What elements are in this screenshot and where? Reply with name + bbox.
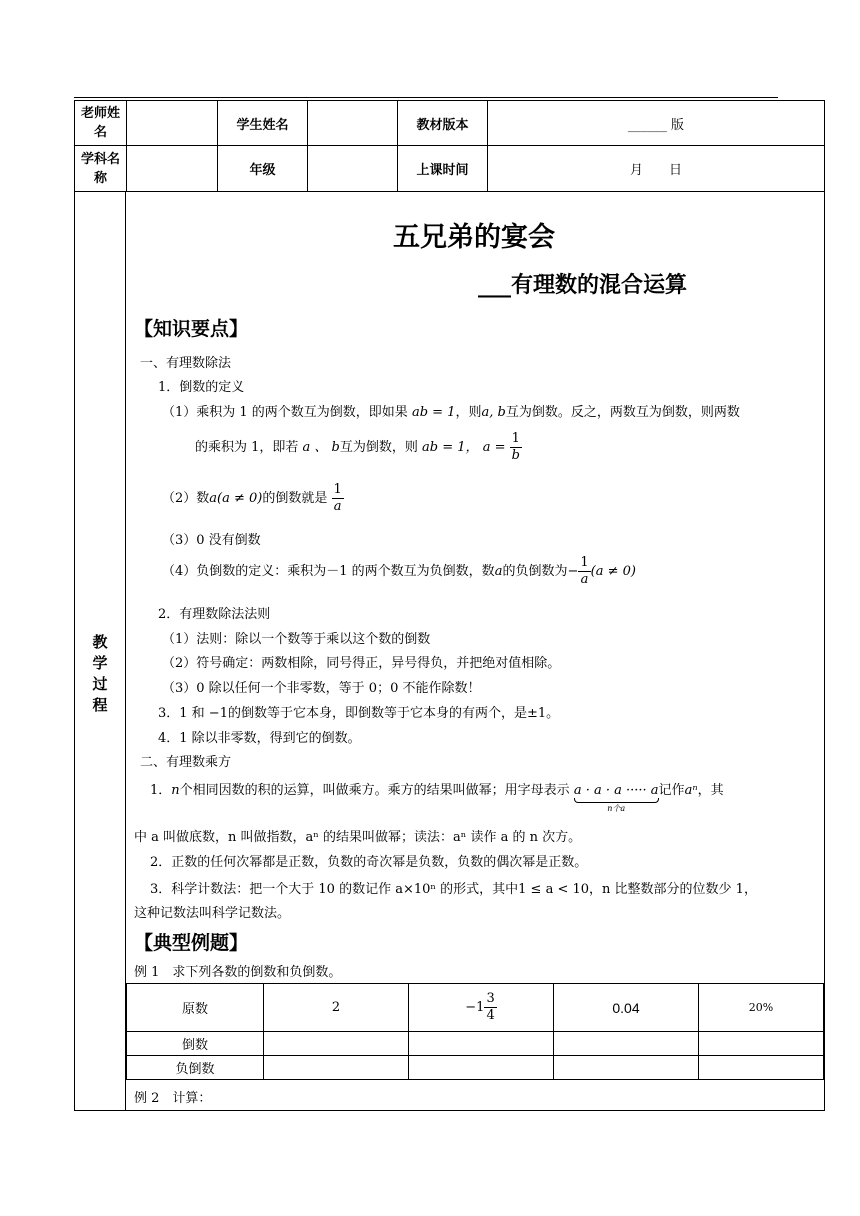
math-minus: −	[567, 564, 579, 579]
frac-num: 1	[510, 431, 522, 448]
line-3a: （1）乘积为 1 的两个数互为倒数，即如果	[162, 405, 408, 420]
cell[interactable]	[264, 1032, 409, 1056]
subject-label	[75, 146, 127, 192]
side-label	[84, 632, 116, 716]
math-a-eq: a =	[482, 440, 506, 455]
value-2: 2	[264, 984, 409, 1032]
teacher-label-text: 老师姓名	[80, 106, 120, 140]
cell[interactable]	[554, 1032, 699, 1056]
line-15c: 记作	[658, 783, 685, 798]
fraction-neg	[578, 555, 590, 588]
math-n: n	[171, 783, 180, 798]
grade-label: 年级	[218, 146, 308, 192]
line-4b: 互为倒数，则	[339, 440, 418, 455]
line-8: 2．有理数除法法则	[158, 607, 271, 622]
math-ab-pair: a, b	[481, 405, 506, 420]
math-neq0: (a ≠ 0)	[590, 564, 636, 579]
line-16: 中 a 叫做底数，n 叫做指数，aⁿ 的结果叫做幂；读法：aⁿ 读作 a 的 n 次方。	[134, 830, 582, 845]
line-5	[162, 482, 344, 515]
math-a-neq: a(a ≠ 0)	[209, 491, 263, 506]
header-table	[74, 100, 825, 192]
line-7a: （4）负倒数的定义：乘积为－1 的两个数互为负倒数，数	[162, 564, 495, 579]
cell[interactable]	[409, 1032, 554, 1056]
page-subtitle: ___有理数的混合运算	[478, 273, 688, 298]
line-1: 一、有理数除法	[140, 356, 232, 371]
math-product: a · a · a ····· a	[573, 783, 659, 798]
time-value[interactable]: 月 日	[488, 146, 825, 192]
math-an: aⁿ	[684, 783, 698, 798]
student-label: 学生姓名	[218, 101, 308, 146]
frac-num: 1	[580, 555, 589, 570]
cell[interactable]	[699, 1032, 824, 1056]
fraction-1-over-a	[332, 482, 344, 515]
math-a-b: a 、 b	[302, 440, 340, 455]
line-9: （1）法则：除以一个数等于乘以这个数的倒数	[162, 632, 431, 647]
line-10: （2）符号确定：两数相除，同号得正，异号得负，并把绝对值相除。	[162, 656, 561, 671]
line-7b: 的负倒数为	[502, 564, 568, 579]
mixed-num: 3	[486, 991, 495, 1006]
example-2-title: 例 2 计算：	[134, 1091, 212, 1106]
section-examples: 【典型例题】	[134, 932, 249, 954]
right-border	[824, 191, 825, 1111]
line-2: 1．倒数的定义	[158, 380, 245, 395]
line-12: 3．1 和 −1的倒数等于它本身，即倒数等于它本身的有两个，是±1。	[158, 706, 560, 721]
line-5a: （2）数	[162, 491, 210, 506]
math-ab1: ab = 1	[411, 405, 456, 420]
label-neg-reciprocal: 负倒数	[127, 1056, 264, 1080]
line-11: （3）0 除以任何一个非零数，等于 0；0 不能作除数！	[162, 681, 481, 696]
line-14: 二、有理数乘方	[140, 755, 232, 770]
math-ab2: ab = 1，	[422, 440, 479, 455]
top-rule	[74, 97, 778, 98]
subject-value[interactable]	[127, 146, 218, 192]
cell[interactable]	[409, 1056, 554, 1080]
line-3b: ，则	[455, 405, 482, 420]
frac-den: a	[333, 499, 342, 514]
textbook-value[interactable]: ______ 版	[488, 101, 825, 146]
page-title: 五兄弟的宴会	[393, 222, 555, 253]
time-label: 上课时间	[398, 146, 488, 192]
line-3	[162, 401, 740, 420]
subject-label-text: 学科名称	[80, 151, 120, 186]
mixed-fraction	[484, 991, 496, 1024]
math-a: a	[494, 564, 503, 579]
value-mixed	[409, 984, 554, 1032]
line-6: （3）0 没有倒数	[162, 533, 261, 548]
example-table	[126, 983, 824, 1080]
line-15d: ，其	[697, 783, 724, 798]
line-4	[195, 431, 522, 464]
line-3c: 互为倒数。反之，两数互为倒数，则两数	[505, 405, 740, 420]
line-15a: 1．	[150, 783, 172, 798]
frac-num: 1	[333, 482, 342, 497]
label-original: 原数	[127, 984, 264, 1032]
section-knowledge: 【知识要点】	[134, 318, 249, 340]
frac-den: a	[580, 572, 589, 587]
teacher-value[interactable]	[127, 101, 218, 146]
cell[interactable]	[554, 1056, 699, 1080]
student-value[interactable]	[308, 101, 398, 146]
teacher-label	[75, 101, 127, 146]
frac-den: b	[511, 448, 520, 463]
fraction-1-over-b	[510, 431, 522, 464]
example-1-title: 例 1 求下列各数的倒数和负倒数。	[134, 965, 342, 980]
line-5b: 的倒数就是	[262, 491, 328, 506]
cell[interactable]	[264, 1056, 409, 1080]
line-17: 2．正数的任何次幂都是正数，负数的奇次幂是负数，负数的偶次幂是正数。	[150, 855, 588, 870]
line-13: 4．1 除以非零数，得到它的倒数。	[158, 731, 361, 746]
line-4a: 的乘积为 1，即若	[195, 440, 299, 455]
mixed-whole: −1	[465, 1000, 485, 1015]
line-7	[162, 555, 636, 588]
line-15	[150, 779, 724, 813]
line-19: 这种记数法叫科学记数法。	[134, 906, 291, 921]
mixed-den: 4	[486, 1008, 495, 1023]
brace-label: n个a	[607, 804, 626, 813]
grade-value[interactable]	[308, 146, 398, 192]
value-004: 0.04	[554, 984, 699, 1032]
line-18: 3．科学计数法：把一个大于 10 的数记作 a×10ⁿ 的形式，其中1 ≤ a < 10，n 比整数部分的位数少 1，	[150, 882, 757, 897]
bottom-rule	[74, 1110, 825, 1111]
cell[interactable]	[699, 1056, 824, 1080]
product-brace	[573, 783, 659, 813]
line-15b: 个相同因数的积的运算，叫做乘方。乘方的结果叫做幂；用字母表示	[179, 783, 570, 798]
textbook-label: 教材版本	[398, 101, 488, 146]
value-20pct: 20%	[699, 984, 824, 1032]
side-label-text: 教学过程	[92, 633, 108, 714]
label-reciprocal: 倒数	[127, 1032, 264, 1056]
